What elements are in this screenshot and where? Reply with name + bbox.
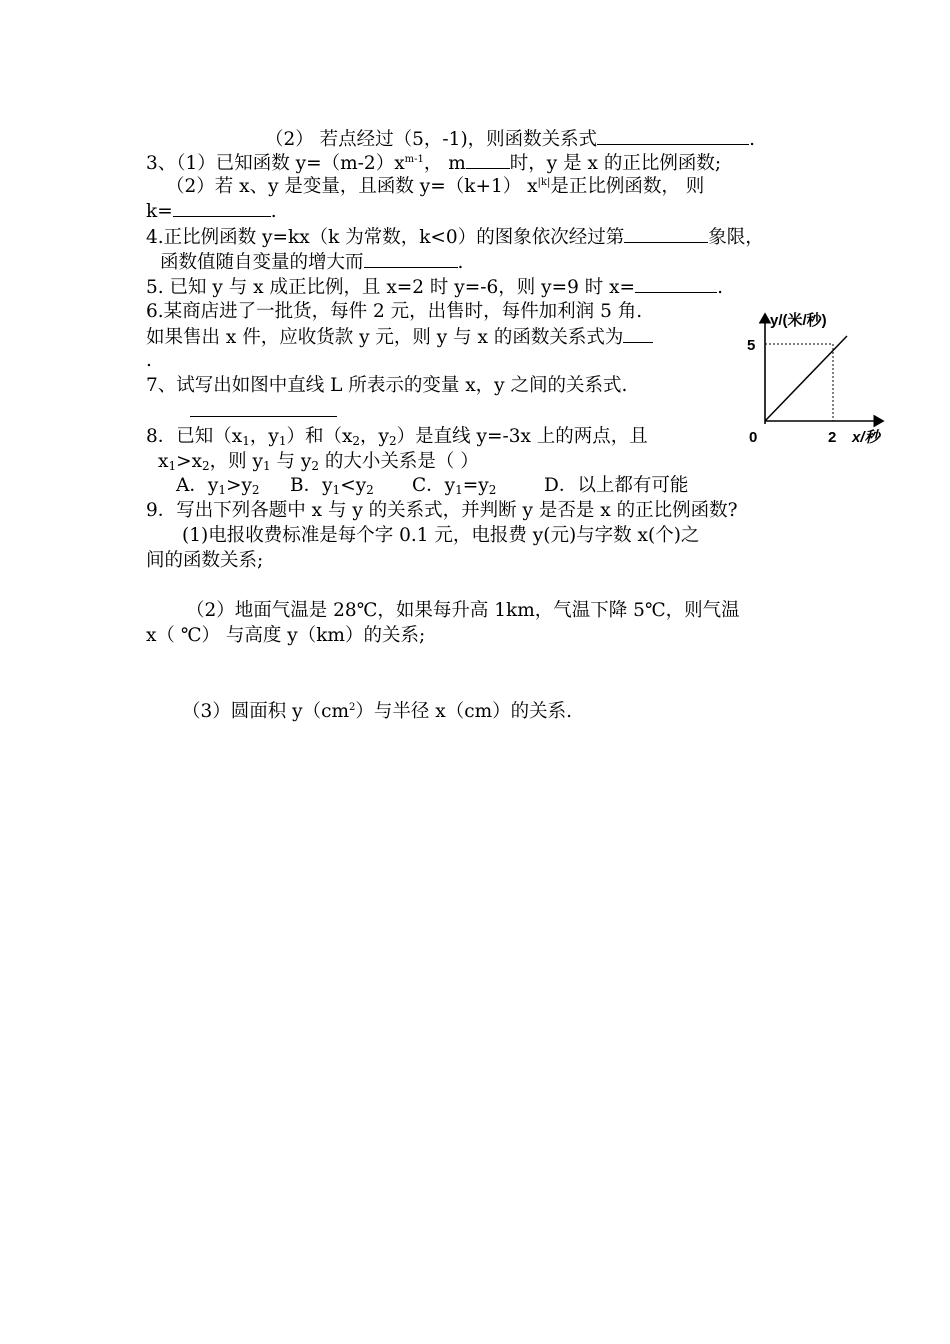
q4-line1 [146,225,764,250]
q3-part1-text: 3、（1）已知函数 y=（m-2）x [146,153,405,174]
q6-line3 [146,349,152,373]
q8-text: >x [176,451,203,472]
subscript: 1 [455,483,463,497]
q8-option-a[interactable] [176,474,260,498]
q4-quadrant: 象限， [708,227,764,248]
subscript: 1 [263,459,271,473]
q7 [146,374,627,398]
subscript: 1 [332,483,341,497]
q8-text: 的大小关系是（ ） [319,451,479,472]
q4-text-2: 函数值随自变量的增大而 [160,252,364,273]
subscript: 2 [388,434,397,448]
exponent: m-1 [404,154,424,165]
q8-text: 8．已知（x [146,426,243,447]
option-text: C．y [412,475,456,496]
option-text: <y [340,475,367,496]
q2-part2 [265,127,755,152]
q9-part2-line2 [146,624,425,648]
option-text: >y [225,475,252,496]
q2-part2-text: （2） 若点经过（5，-1)，则函数关系式 [265,129,598,150]
q8-text: ）和（x [286,426,353,447]
exponent: 2 [349,702,356,713]
q9-part2-text-2: x（ ℃） 与高度 y（km）的关系; [146,625,426,646]
answer-blank[interactable] [173,199,271,217]
velocity-graph [740,308,890,450]
subscript: 2 [366,483,374,497]
option-text: B．y [290,475,333,496]
q8-line1 [146,425,648,449]
q8-option-d[interactable] [544,474,688,498]
q3-part1-m: ， m [423,153,466,174]
subscript: 2 [311,459,319,473]
subscript: 1 [218,483,226,497]
q8-option-b[interactable] [290,474,374,498]
q9-part1-text-2: 间的函数关系; [146,550,264,571]
exponent: |k| [537,177,551,188]
q3-end: . [270,201,277,222]
y-axis-label: y/(米/秒) [770,312,827,329]
q4-text: 4.正比例函数 y=kx（k 为常数，k<0）的图象依次经过第 [146,227,625,248]
answer-blank[interactable] [635,275,717,293]
q9-text: 9．写出下列各题中 x 与 y 的关系式，并判断 y 是否是 x 的正比例函数? [146,500,738,521]
x-axis-label: x/秒 [852,429,880,446]
q8-option-c[interactable] [412,474,496,498]
q3-k-label: k= [146,201,173,222]
subscript: 2 [352,434,361,448]
q6-text: 6.某商店进了一批货，每件 2 元，出售时，每件加利润 5 角. [146,301,643,322]
q5 [146,275,723,300]
q9-part2-text: （2）地面气温是 28℃，如果每升高 1km，气温下降 5℃，则气温 [186,600,740,621]
q9-part1-line1 [182,524,699,548]
x-tick-label: 2 [828,429,837,446]
q9-intro [146,499,738,523]
option-text: =y [462,475,489,496]
q7-text: 7、试写出如图中直线 L 所表示的变量 x，y 之间的关系式. [146,375,628,396]
q6-text-2: 如果售出 x 件，应收货款 y 元，则 y 与 x 的函数关系式为 [146,327,624,348]
q3-part2-answer [146,199,277,224]
q9-part1-text: (1)电报收费标准是每个字 0.1 元，电报费 y(元)与字数 x(个)之 [182,525,700,546]
q8-text: ，y [360,426,389,447]
line-l [765,336,847,421]
q9-part3 [182,700,572,724]
q8-text: 与 y [270,451,312,472]
q8-text: x [158,451,169,472]
q3-part1-tail: 时，y 是 x 的正比例函数; [509,153,722,174]
subscript: 1 [168,459,177,473]
subscript: 1 [278,434,287,448]
q3-part2 [166,175,704,199]
q5-text: 5. 已知 y 与 x 成正比例，且 x=2 时 y=-6，则 y=9 时 x= [146,277,636,298]
q2-part2-end: . [749,129,756,150]
q3-part2-tail: 是正比例函数， 则 [550,176,705,197]
q6-line1 [146,300,642,324]
q8-line2 [158,450,479,474]
q8-text: ，则 y [209,451,263,472]
q9-part3-tail: ）与半径 x（cm）的关系. [355,701,572,722]
q9-part1-line2 [146,549,263,573]
answer-blank[interactable] [597,127,749,145]
subscript: 2 [251,483,260,497]
answer-blank[interactable] [624,225,708,243]
answer-blank[interactable] [364,250,458,268]
q3-part2-text: （2）若 x、y 是变量，且函数 y=（k+1） x [166,176,538,197]
q3-part1 [146,151,721,176]
y-tick-label: 5 [747,337,756,354]
subscript: 1 [242,434,250,448]
q9-part3-text: （3）圆面积 y（cm [182,701,350,722]
q6-end: . [146,350,152,371]
option-text: D．以上都有可能 [544,475,689,496]
option-text: A．y [176,475,219,496]
answer-blank[interactable] [190,416,337,417]
subscript: 2 [488,483,497,497]
q4-line2 [160,250,463,275]
q9-part2-line1 [186,599,740,623]
subscript: 2 [202,459,210,473]
answer-blank[interactable] [466,151,510,169]
q8-text: ，y [249,426,279,447]
q4-end: . [457,252,464,273]
answer-blank[interactable] [623,325,653,343]
q5-end: . [717,277,723,298]
q8-text: ）是直线 y=-3x 上的两点，且 [396,426,648,447]
origin-label: 0 [749,429,758,446]
q6-line2 [146,325,653,350]
